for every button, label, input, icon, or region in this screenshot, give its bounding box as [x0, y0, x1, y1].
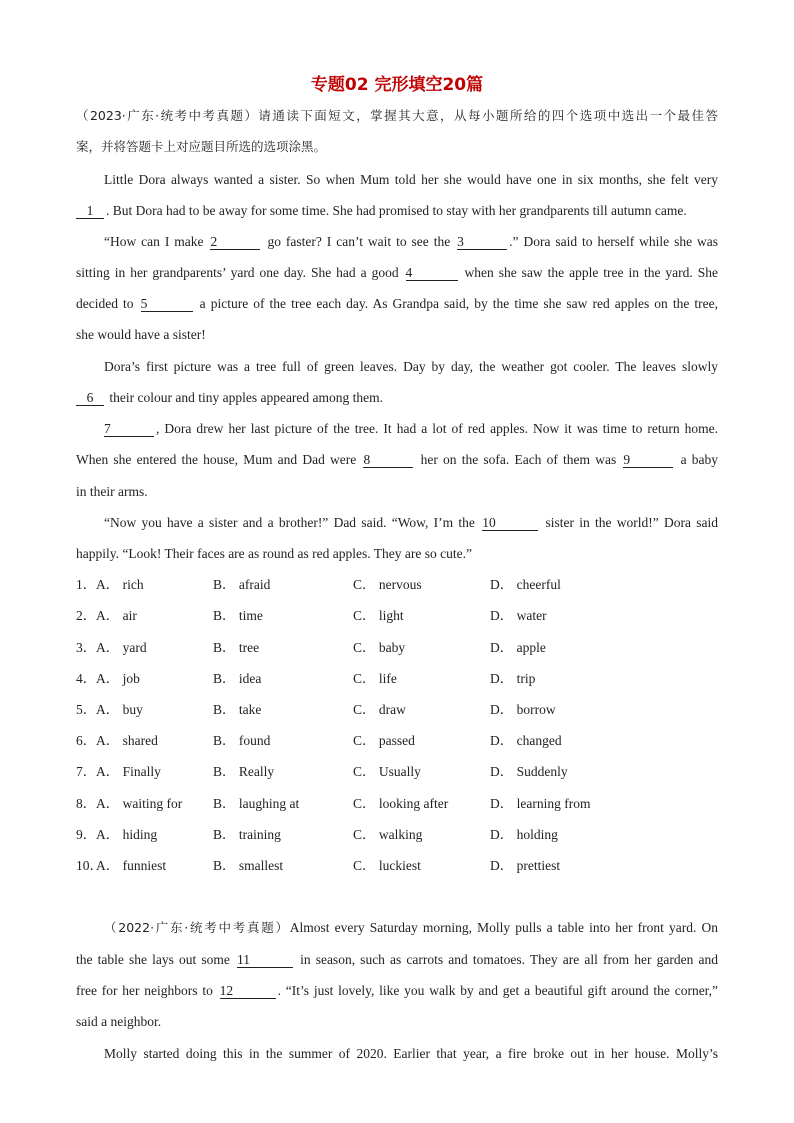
- passage1-intro-line1: （2023·广东·统考中考真题）请通读下面短文，掌握其大意，从每小题所给的四个选项中选出一个最佳答: [76, 108, 718, 123]
- blank-6[interactable]: 6: [76, 390, 104, 406]
- option-a[interactable]: A． hiding: [96, 827, 158, 842]
- option-b[interactable]: B． smallest: [213, 858, 284, 873]
- passage1-intro-line2: 案，并将答题卡上对应题目所选的选项涂黑。: [76, 139, 327, 154]
- option-b[interactable]: B． laughing at: [213, 796, 300, 811]
- passage2-line: said a neighbor.: [76, 1014, 162, 1029]
- option-c[interactable]: C． passed: [353, 733, 415, 748]
- passage1-line: 7 , Dora drew her last picture of the tree. It had a lot of red apples. Now it was time to return home.: [104, 421, 718, 436]
- option-b[interactable]: B． idea: [213, 671, 262, 686]
- option-c[interactable]: C． nervous: [353, 577, 422, 592]
- passage2-source: （2022·广东·统考中考真题）: [104, 920, 290, 935]
- passage1-line: she would have a sister!: [76, 327, 206, 342]
- option-d[interactable]: D． water: [490, 608, 547, 623]
- blank-2[interactable]: 2: [210, 234, 260, 250]
- passage1-line: Dora’s first picture was a tree full of green leaves. Day by day, the weather got cooler. The leaves slowly: [104, 359, 718, 374]
- option-c[interactable]: C． life: [353, 671, 397, 686]
- option-d[interactable]: D． cheerful: [490, 577, 561, 592]
- blank-5[interactable]: 5: [141, 296, 193, 312]
- option-a[interactable]: A． buy: [96, 702, 143, 717]
- option-b[interactable]: B． training: [213, 827, 281, 842]
- passage1-line: 6 their colour and tiny apples appeared among them.: [76, 388, 718, 408]
- option-b[interactable]: B． tree: [213, 640, 260, 655]
- blank-1[interactable]: 1: [76, 203, 104, 219]
- option-d[interactable]: D． learning from: [490, 796, 591, 811]
- blank-3[interactable]: 3: [457, 234, 507, 250]
- option-b[interactable]: B． time: [213, 608, 263, 623]
- option-d[interactable]: D． holding: [490, 827, 558, 842]
- option-a[interactable]: A． funniest: [96, 858, 167, 873]
- option-a[interactable]: A． job: [96, 671, 140, 686]
- option-c[interactable]: C． looking after: [353, 796, 449, 811]
- blank-7[interactable]: 7: [104, 421, 154, 437]
- passage1-line: “How can I make 2 go faster? I can’t wait to see the 3 .” Dora said to herself while she was: [104, 234, 719, 249]
- page-title: 专题02 完形填空20篇: [310, 75, 484, 95]
- option-b[interactable]: B． afraid: [213, 577, 271, 592]
- passage2-line: （2022·广东·统考中考真题）Almost every Saturday morning, Molly pulls a table into her front yard. On: [104, 920, 718, 935]
- passage2-line: free for her neighbors to 12 . “It’s just lovely, like you walk by and get a beautiful gift around the corner,”: [76, 983, 719, 998]
- option-c[interactable]: C． Usually: [353, 764, 421, 779]
- blank-12[interactable]: 12: [220, 983, 276, 999]
- option-c[interactable]: C． light: [353, 608, 404, 623]
- blank-10[interactable]: 10: [482, 515, 538, 531]
- passage1-line: in their arms.: [76, 484, 148, 499]
- passage1-line: 1 . But Dora had to be away for some time. She had promised to stay with her grandparents till autumn came.: [76, 201, 718, 221]
- option-a[interactable]: A． rich: [96, 577, 144, 592]
- passage1-line: decided to 5 a picture of the tree each day. As Grandpa said, by the time she saw red apples on the tree,: [76, 296, 719, 311]
- passage1-line: happily. “Look! Their faces are as round as red apples. They are so cute.”: [76, 546, 472, 561]
- option-c[interactable]: C． walking: [353, 827, 423, 842]
- option-a[interactable]: A． Finally: [96, 764, 161, 779]
- option-d[interactable]: D． Suddenly: [490, 764, 568, 779]
- option-d[interactable]: D． prettiest: [490, 858, 561, 873]
- passage2-line: the table she lays out some 11 in season, such as carrots and tomatoes. They are all from her garden and: [76, 952, 719, 967]
- option-a[interactable]: A． yard: [96, 640, 147, 655]
- option-b[interactable]: B． found: [213, 733, 271, 748]
- option-d[interactable]: D． trip: [490, 671, 536, 686]
- option-c[interactable]: C． luckiest: [353, 858, 421, 873]
- option-a[interactable]: A． shared: [96, 733, 158, 748]
- blank-4[interactable]: 4: [406, 265, 458, 281]
- passage1-line: “Now you have a sister and a brother!” Dad said. “Wow, I’m the 10 sister in the world!” Dora said: [104, 515, 719, 530]
- passage2-line: Molly started doing this in the summer of 2020. Earlier that year, a fire broke out in her house. Molly’s: [104, 1046, 718, 1061]
- option-d[interactable]: D． changed: [490, 733, 562, 748]
- blank-11[interactable]: 11: [237, 952, 293, 968]
- option-d[interactable]: D． borrow: [490, 702, 556, 717]
- option-d[interactable]: D． apple: [490, 640, 546, 655]
- passage1-line: When she entered the house, Mum and Dad were 8 her on the sofa. Each of them was 9 a baby: [76, 452, 719, 467]
- passage1-line: Little Dora always wanted a sister. So when Mum told her she would have one in six months, she felt very: [104, 172, 718, 187]
- blank-9[interactable]: 9: [623, 452, 673, 468]
- option-c[interactable]: C． baby: [353, 640, 406, 655]
- option-c[interactable]: C． draw: [353, 702, 406, 717]
- option-b[interactable]: B． take: [213, 702, 262, 717]
- passage1-line: sitting in her grandparents’ yard one day. She had a good 4 when she saw the apple tree in the yard. She: [76, 265, 719, 280]
- option-b[interactable]: B． Really: [213, 764, 275, 779]
- option-a[interactable]: A． air: [96, 608, 137, 623]
- blank-8[interactable]: 8: [363, 452, 413, 468]
- option-a[interactable]: A． waiting for: [96, 796, 183, 811]
